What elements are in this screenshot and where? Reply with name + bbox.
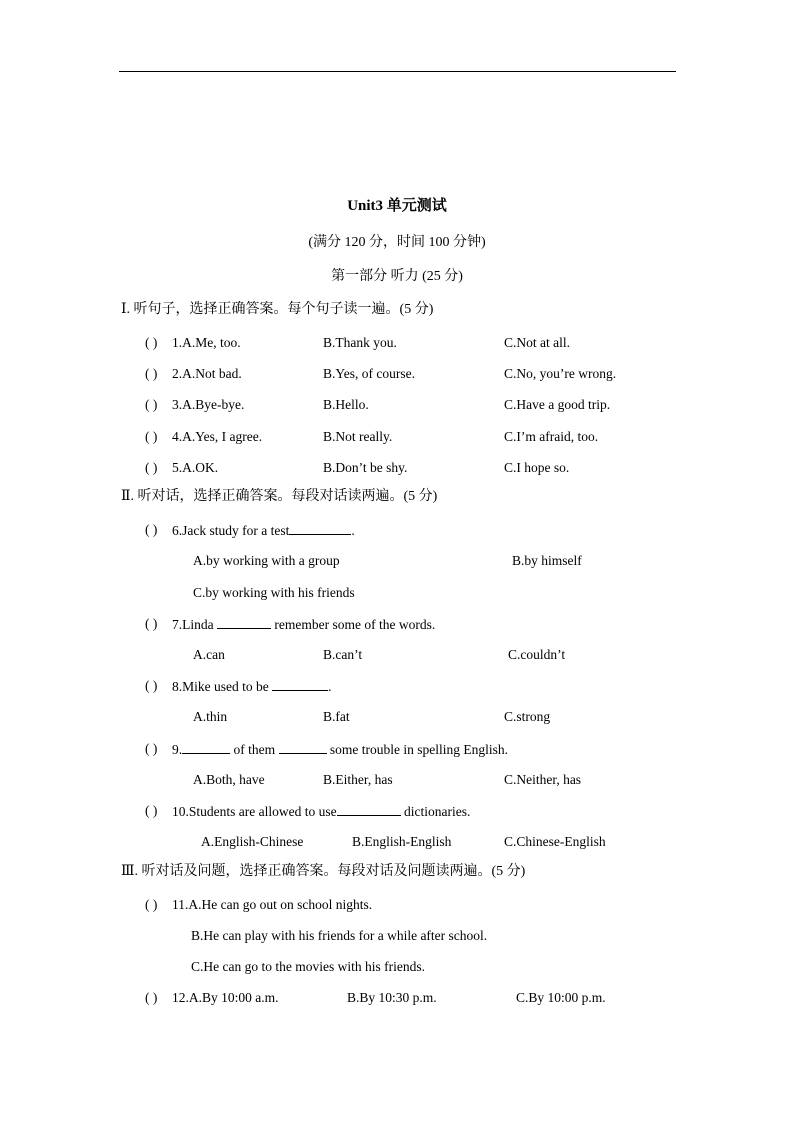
answer-paren: ( ) <box>145 990 158 1005</box>
question-9 <box>172 742 508 757</box>
option-a: A.can <box>193 647 225 662</box>
option-b: B.Hello. <box>323 397 369 412</box>
question-3: 3.A.Bye-bye. <box>172 397 245 412</box>
answer-paren: ( ) <box>145 741 158 756</box>
section-heading-2: Ⅱ. 听对话，选择正确答案。每段对话读两遍。(5 分) <box>121 489 438 504</box>
question-1: 1.A.Me, too. <box>172 335 241 350</box>
option-b: B.Not really. <box>323 429 393 444</box>
question-12: 12.A.By 10:00 a.m. <box>172 990 279 1005</box>
answer-blank <box>279 742 327 754</box>
stem-text: 10.Students are allowed to use <box>172 804 337 819</box>
option-b: B.by himself <box>512 553 582 568</box>
option-c: C.He can go to the movies with his friends. <box>191 959 425 974</box>
stem-text: 9. <box>172 742 183 757</box>
stem-text: . <box>351 523 355 538</box>
section-heading-1: Ⅰ. 听句子，选择正确答案。每个句子读一遍。(5 分) <box>121 302 434 317</box>
question-6 <box>172 523 355 538</box>
option-b: B.English-English <box>352 834 452 849</box>
option-b: B.Thank you. <box>323 335 397 350</box>
option-c: C.I hope so. <box>504 460 570 475</box>
option-b: B.fat <box>323 709 350 724</box>
answer-blank <box>182 742 230 754</box>
stem-text: dictionaries. <box>400 804 471 819</box>
option-b: B.By 10:30 p.m. <box>347 990 437 1005</box>
option-a: A.by working with a group <box>193 553 340 568</box>
stem-text: some trouble in spelling English. <box>326 742 508 757</box>
option-a: A.Both, have <box>193 772 265 787</box>
stem-text: 8.Mike used to be <box>172 679 273 694</box>
answer-paren: ( ) <box>145 897 158 912</box>
part-heading: 第一部分 听力 (25 分) <box>331 269 463 284</box>
question-11: 11.A.He can go out on school nights. <box>172 897 373 912</box>
option-c: C.No, you’re wrong. <box>504 366 617 381</box>
answer-paren: ( ) <box>145 429 158 444</box>
option-c: C.Chinese-English <box>504 834 606 849</box>
question-8 <box>172 679 332 694</box>
answer-blank <box>217 617 271 629</box>
option-b: B.Either, has <box>323 772 393 787</box>
option-b: B.Yes, of course. <box>323 366 416 381</box>
question-5: 5.A.OK. <box>172 460 219 475</box>
answer-paren: ( ) <box>145 616 158 631</box>
option-c: C.by working with his friends <box>193 585 355 600</box>
header-rule <box>119 71 676 72</box>
option-b: B.He can play with his friends for a while after school. <box>191 928 488 943</box>
answer-paren: ( ) <box>145 460 158 475</box>
question-4: 4.A.Yes, I agree. <box>172 429 263 444</box>
option-c: C.Neither, has <box>504 772 582 787</box>
option-c: C.By 10:00 p.m. <box>516 990 606 1005</box>
answer-blank <box>289 523 351 535</box>
section-heading-3: Ⅲ. 听对话及问题，选择正确答案。每段对话及问题读两遍。(5 分) <box>121 864 526 879</box>
option-c: C.I’m afraid, too. <box>504 429 599 444</box>
option-c: C.couldn’t <box>508 647 566 662</box>
answer-paren: ( ) <box>145 397 158 412</box>
answer-paren: ( ) <box>145 803 158 818</box>
answer-paren: ( ) <box>145 678 158 693</box>
option-c: C.Not at all. <box>504 335 570 350</box>
option-a: A.thin <box>193 709 228 724</box>
option-c: C.Have a good trip. <box>504 397 611 412</box>
option-a: A.English-Chinese <box>201 834 304 849</box>
stem-text: 6.Jack study for a test <box>172 523 290 538</box>
stem-text: remember some of the words. <box>271 617 436 632</box>
stem-text: . <box>328 679 332 694</box>
question-10 <box>172 804 470 819</box>
question-2: 2.A.Not bad. <box>172 366 242 381</box>
option-c: C.strong <box>504 709 551 724</box>
exam-info: (满分 120 分，时间 100 分钟) <box>308 235 486 250</box>
page-title: Unit3 单元测试 <box>347 198 447 214</box>
stem-text: of them <box>230 742 279 757</box>
answer-paren: ( ) <box>145 335 158 350</box>
stem-text: 7.Linda <box>172 617 217 632</box>
answer-blank <box>272 679 328 691</box>
answer-blank <box>337 804 401 816</box>
question-7 <box>172 617 435 632</box>
option-b: B.can’t <box>323 647 363 662</box>
answer-paren: ( ) <box>145 522 158 537</box>
answer-paren: ( ) <box>145 366 158 381</box>
option-b: B.Don’t be shy. <box>323 460 408 475</box>
